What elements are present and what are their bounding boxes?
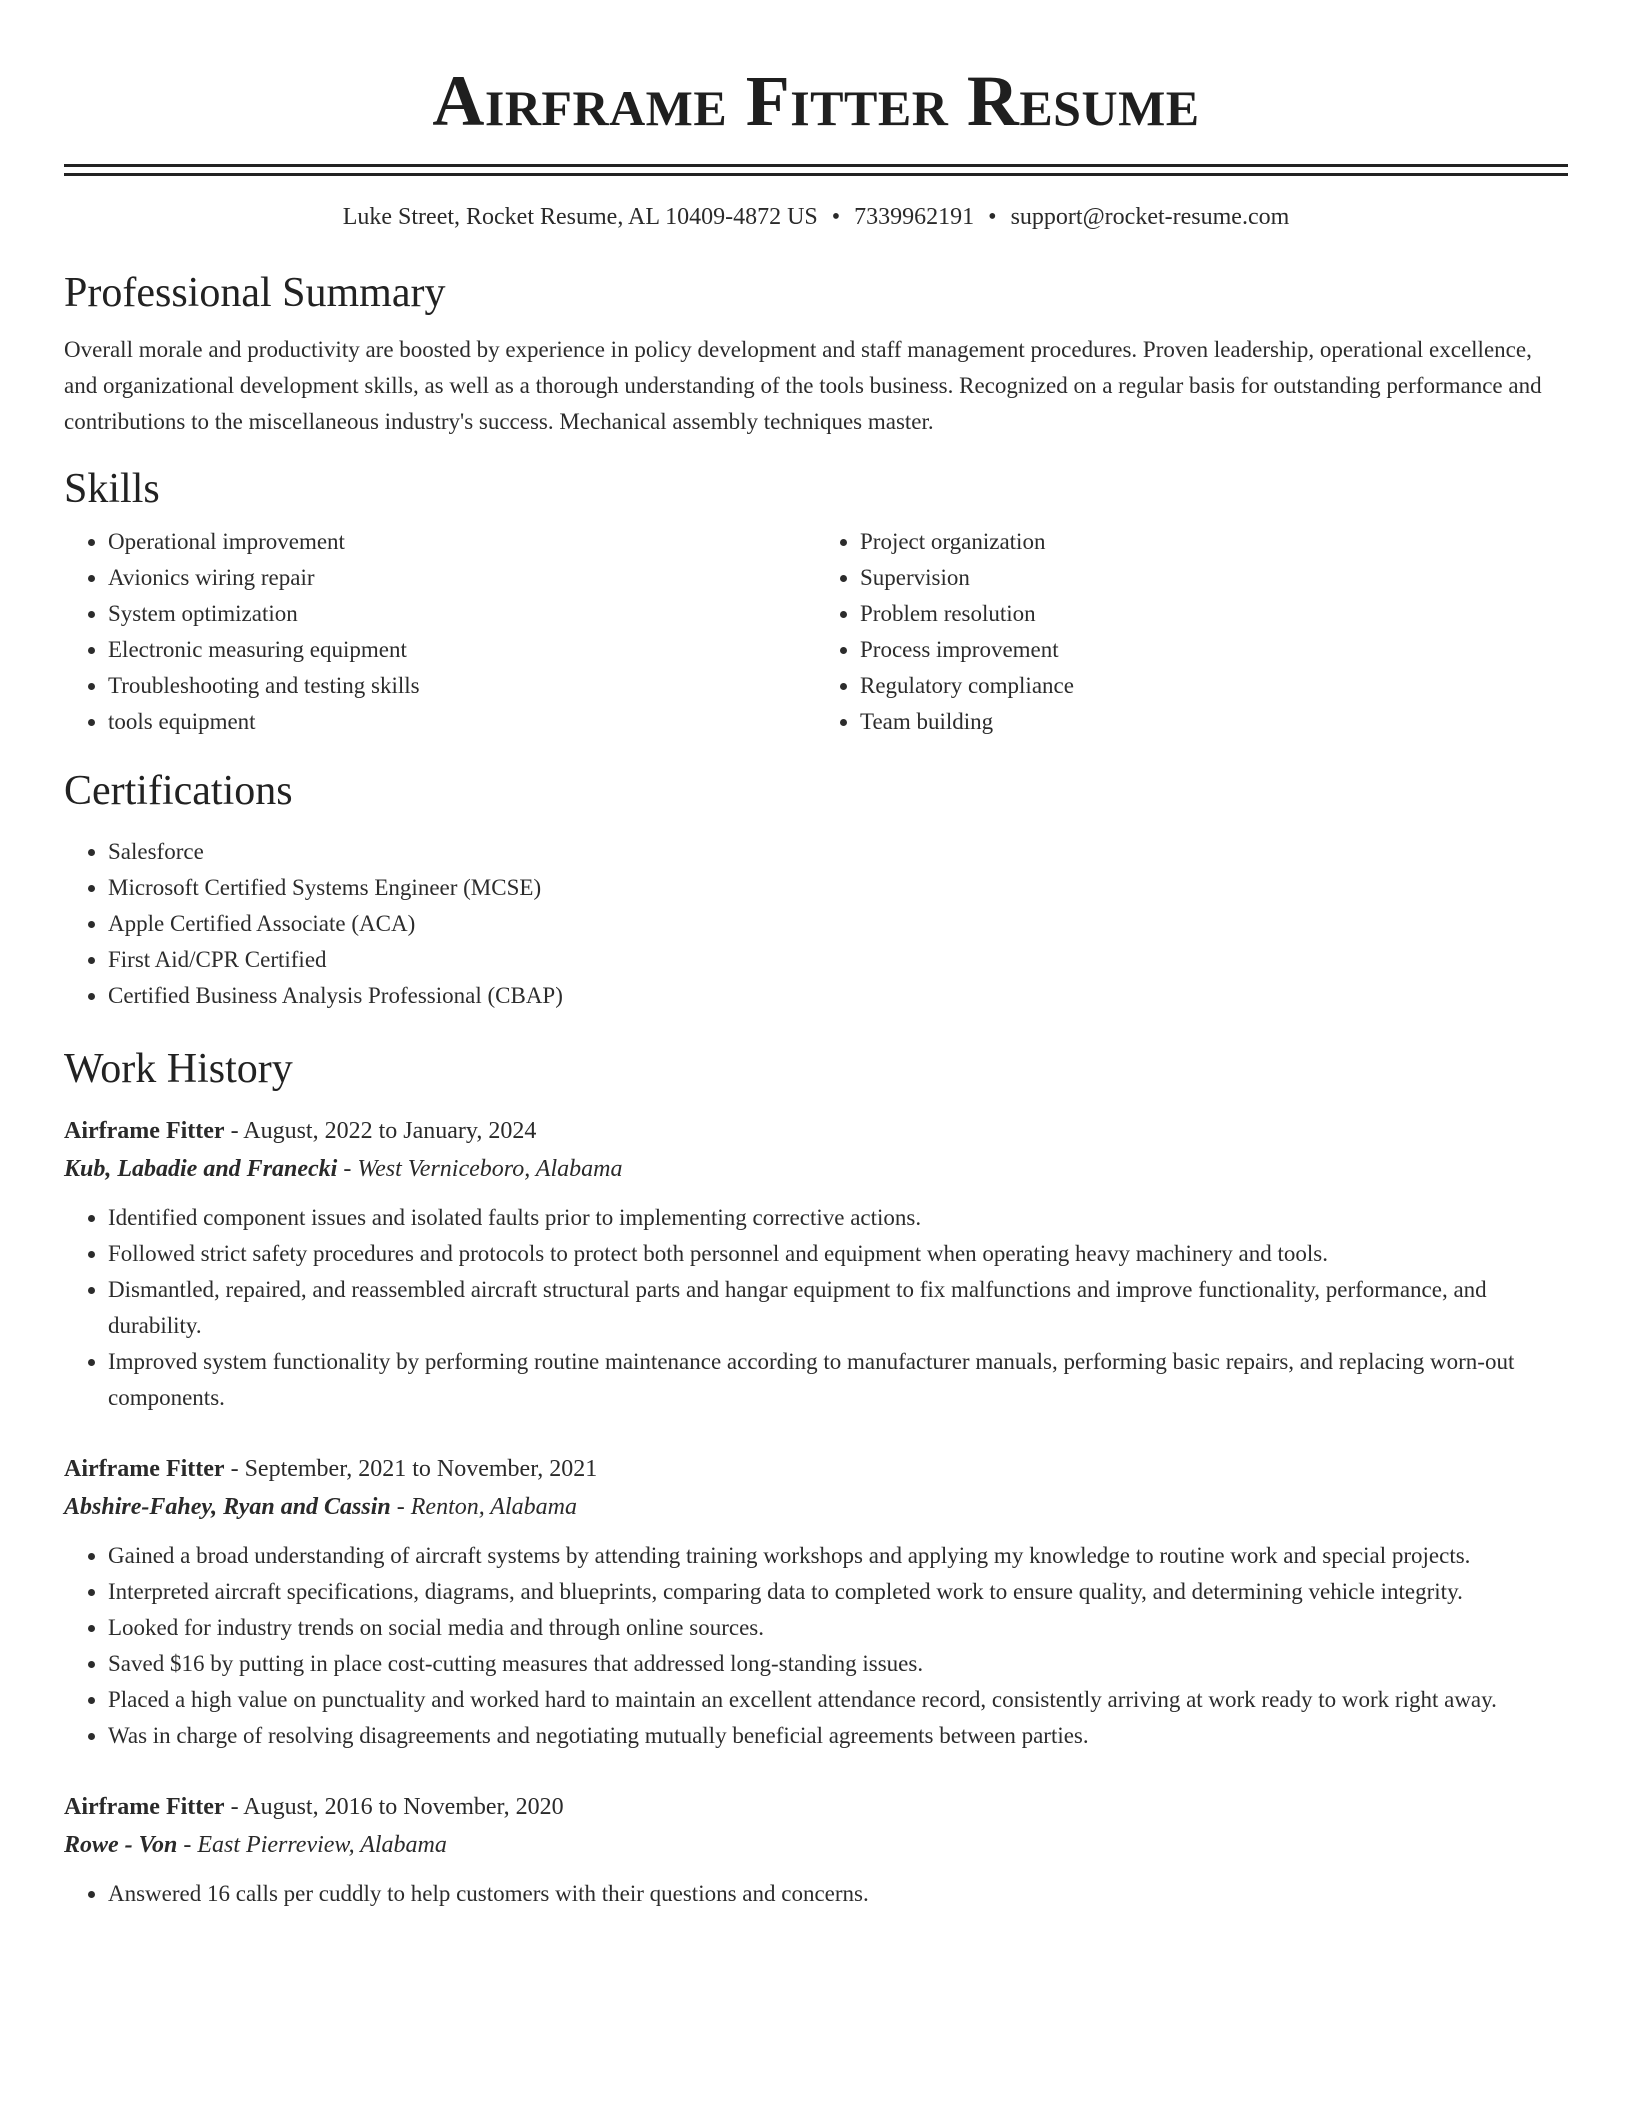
job-separator: - xyxy=(390,1494,411,1520)
job-separator: - xyxy=(224,1456,245,1482)
skills-columns xyxy=(64,524,1568,740)
job-separator: - xyxy=(224,1118,244,1144)
job-title: Airframe Fitter xyxy=(64,1794,225,1820)
job-entry xyxy=(64,1450,1568,1754)
job-task-list xyxy=(64,1538,1568,1754)
job-dates: August, 2016 to November, 2020 xyxy=(243,1794,564,1820)
job-task: • Interpreted aircraft specifications, diagrams, and blueprints, comparing data to completed work to ensure quality, and determining vehicle integrity. xyxy=(108,1574,1568,1610)
job-title-line xyxy=(64,1788,1568,1826)
resume-title: Airframe Fitter Resume xyxy=(432,61,1200,141)
job-company-line xyxy=(64,1826,1568,1864)
certification-item: • Apple Certified Associate (ACA) xyxy=(108,906,1568,942)
job-separator: - xyxy=(177,1832,198,1858)
certification-item: • Salesforce xyxy=(108,834,1568,870)
skill-item: • Troubleshooting and testing skills xyxy=(108,668,816,704)
certification-item: • First Aid/CPR Certified xyxy=(108,942,1568,978)
job-company: Abshire-Fahey, Ryan and Cassin xyxy=(64,1494,391,1520)
skills-heading: Skills xyxy=(64,466,160,512)
job-dates: September, 2021 to November, 2021 xyxy=(244,1456,598,1482)
skill-item: • Project organization xyxy=(860,524,1568,560)
certification-item: • Certified Business Analysis Professional (CBAP) xyxy=(108,978,1568,1014)
title-double-rule xyxy=(64,164,1568,176)
summary-heading: Professional Summary xyxy=(64,270,446,316)
skill-item: • System optimization xyxy=(108,596,816,632)
job-location: East Pierreview, Alabama xyxy=(197,1832,447,1858)
job-dates: August, 2022 to January, 2024 xyxy=(243,1118,537,1144)
skill-item: • Team building xyxy=(860,704,1568,740)
job-task: • Improved system functionality by performing routine maintenance according to manufacturer manuals, performing basic repairs, and replacing worn-out components. xyxy=(108,1344,1568,1416)
job-task: • Dismantled, repaired, and reassembled aircraft structural parts and hangar equipment to fix malfunctions and improve functionality, performance, and durability. xyxy=(108,1272,1568,1344)
skill-item: • Regulatory compliance xyxy=(860,668,1568,704)
job-task: • Looked for industry trends on social media and through online sources. xyxy=(108,1610,1568,1646)
skill-item: • Problem resolution xyxy=(860,596,1568,632)
job-title-line xyxy=(64,1112,1568,1150)
job-task: • Saved $16 by putting in place cost-cutting measures that addressed long-standing issues. xyxy=(108,1646,1568,1682)
skill-item: • Supervision xyxy=(860,560,1568,596)
contact-email: support@rocket-resume.com xyxy=(1010,204,1290,230)
job-location: West Verniceboro, Alabama xyxy=(357,1156,623,1182)
skills-list-right xyxy=(816,524,1568,740)
contact-address: Luke Street, Rocket Resume, AL 10409-4872 US xyxy=(342,204,818,230)
summary-text: Overall morale and productivity are boosted by experience in policy development and staff management procedures. Proven leadership, operational excellence, and organizational development skills, as well as a thorough understanding of the tools business. Recognized on a regular basis for outstanding performance and contributions to the miscellaneous industry's success. Mechanical assembly techniques master. xyxy=(64,337,1542,434)
job-company: Rowe - Von xyxy=(64,1832,178,1858)
job-task: • Was in charge of resolving disagreements and negotiating mutually beneficial agreements between parties. xyxy=(108,1718,1568,1754)
job-task-list xyxy=(64,1200,1568,1416)
contact-separator: • xyxy=(988,204,997,230)
job-task: • Answered 16 calls per cuddly to help customers with their questions and concerns. xyxy=(108,1876,1568,1912)
skill-item: • tools equipment xyxy=(108,704,816,740)
job-title: Airframe Fitter xyxy=(64,1456,225,1482)
job-title-line xyxy=(64,1450,1568,1488)
job-task: • Gained a broad understanding of aircraft systems by attending training workshops and applying my knowledge to routine work and special projects. xyxy=(108,1538,1568,1574)
certifications-list xyxy=(64,834,1568,1014)
work-history-heading: Work History xyxy=(64,1046,293,1092)
certifications-heading: Certifications xyxy=(64,768,293,814)
skills-list-left xyxy=(64,524,816,740)
job-task: • Placed a high value on punctuality and worked hard to maintain an excellent attendance record, consistently arriving at work ready to work right away. xyxy=(108,1682,1568,1718)
job-entry xyxy=(64,1788,1568,1912)
job-separator: - xyxy=(224,1794,244,1820)
job-task-list xyxy=(64,1876,1568,1912)
skill-item: • Electronic measuring equipment xyxy=(108,632,816,668)
contact-separator: • xyxy=(831,204,841,230)
job-separator: - xyxy=(337,1156,358,1182)
job-title: Airframe Fitter xyxy=(64,1118,225,1144)
certification-item: • Microsoft Certified Systems Engineer (MCSE) xyxy=(108,870,1568,906)
contact-line xyxy=(64,202,1568,232)
job-entry xyxy=(64,1112,1568,1416)
job-task: • Followed strict safety procedures and protocols to protect both personnel and equipment when operating heavy machinery and tools. xyxy=(108,1236,1568,1272)
contact-phone: 7339962191 xyxy=(854,204,975,230)
job-task: • Identified component issues and isolated faults prior to implementing corrective actions. xyxy=(108,1200,1568,1236)
skill-item: • Process improvement xyxy=(860,632,1568,668)
job-company-line xyxy=(64,1150,1568,1188)
job-company-line xyxy=(64,1488,1568,1526)
skill-item: • Operational improvement xyxy=(108,524,816,560)
job-location: Renton, Alabama xyxy=(410,1494,577,1520)
job-company: Kub, Labadie and Franecki xyxy=(64,1156,338,1182)
skill-item: • Avionics wiring repair xyxy=(108,560,816,596)
